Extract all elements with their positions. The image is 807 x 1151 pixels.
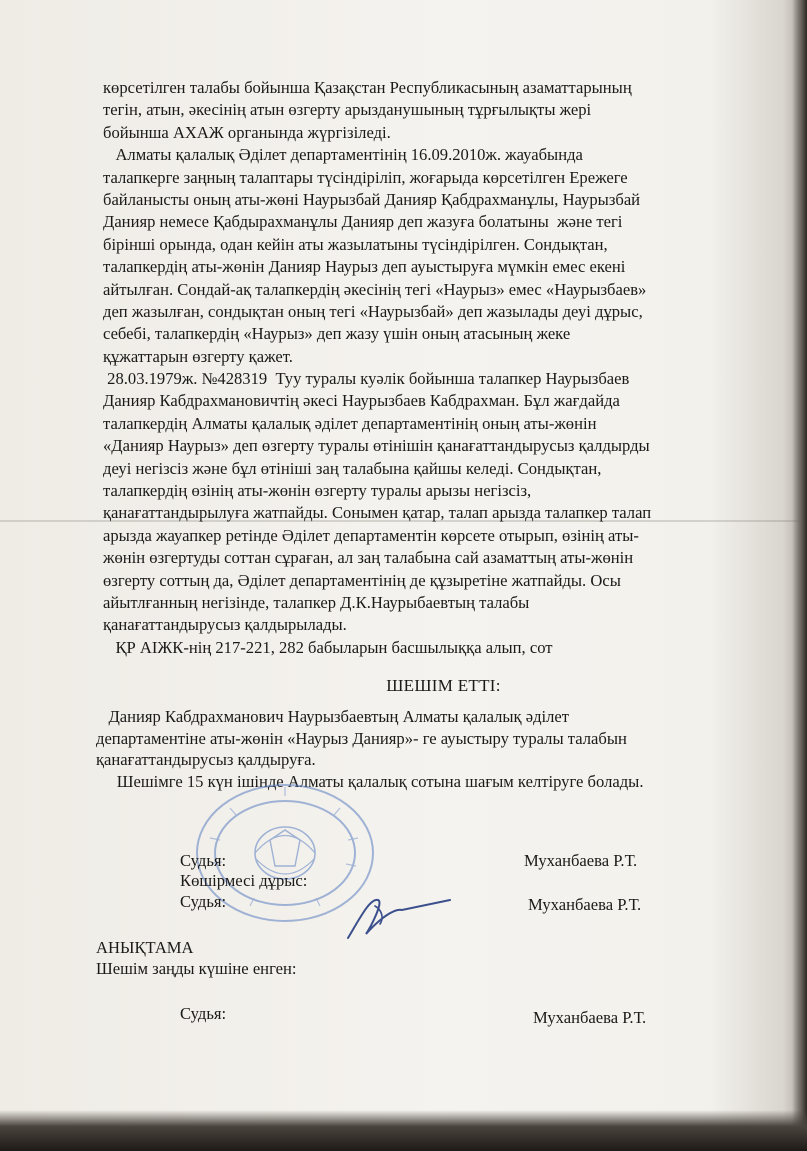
text-line: ҚР АІЖК-нің 217-221, 282 бабыларын басшылыққа алып, сот (103, 637, 553, 657)
scan-edge-right (792, 0, 807, 1151)
reference-title: АНЫҚТАМА (96, 938, 194, 957)
text-line: деуі негізсіз және бұл өтініші заң талабына қайшы келеді. Сондықтан, (103, 458, 602, 478)
text-line: қанағаттандырылуға жатпайды. Сонымен қатар, талап арызда талапкер талап (103, 503, 652, 523)
text-line: құжаттарын өзгерту қажет. (103, 346, 293, 366)
resolution-line: қанағаттандырусыз қалдыруға. (96, 750, 316, 770)
text-line: талапкердің өзінің аты-жөнін өзгерту туралы арызы негізсіз, (103, 481, 532, 501)
text-line: талапкерге заңның талаптары түсіндіріліп, жоғарыда көрсетілген Ережеге (103, 167, 628, 187)
decision-body-text (103, 77, 753, 659)
scan-edge-bottom (0, 1110, 807, 1151)
judge-label-3: Судья: (180, 1004, 227, 1023)
text-line: өзгерту соттың да, Әділет департаментінің де құзыретіне жатпайды. Осы (103, 570, 621, 590)
text-line: қанағаттандырусыз қалдырылады. (103, 615, 347, 635)
text-line: «Данияр Наурыз» деп өзгерту туралы өтінішін қанағаттандырусыз қалдырды (103, 436, 650, 456)
text-line: Данияр немесе Қабдырахманұлы Данияр деп жазуға болатыны және тегі (103, 212, 623, 232)
copy-certified-label: Көшірмесі дұрыс: (180, 871, 308, 890)
judge-name-2: Муханбаева Р.Т. (528, 895, 642, 914)
reference-text: Шешім заңды күшіне енген: (96, 959, 297, 978)
text-line: Алматы қалалық Әділет департаментінің 16.09.2010ж. жауабында (103, 145, 583, 165)
text-line: тегін, атын, әкесінің атын өзгерту арызданушының тұрғылықты жері (103, 100, 592, 120)
judge-name-3: Муханбаева Р.Т. (533, 1008, 647, 1027)
text-line: айытлғанның негізінде, талапкер Д.К.Наурыбаевтың талабы (103, 592, 530, 612)
text-line: себебі, талапкердің «Наурыз» деп жазу үшін оның атасының жеке (103, 324, 571, 344)
resolution-line: департаментіне аты-жөнін «Наурыз Данияр»- ге ауыстыру туралы талабын (96, 728, 627, 748)
text-line: 28.03.1979ж. №428319 Туу туралы куәлік бойынша талапкер Наурызбаев (103, 369, 630, 389)
judge-label-2: Судья: (180, 892, 227, 911)
text-line: талапкердің аты-жөнін Данияр Наурыз деп ауыстыруға мүмкін емес екені (103, 257, 626, 277)
text-line: арызда жауапкер ретінде Әділет департаментін көрсете отырып, өзінің аты- (103, 525, 639, 545)
judge-label-1: Судья: (180, 851, 227, 870)
text-line: бойынша АХАЖ органында жүргізіледі. (103, 122, 391, 142)
text-line: талапкердің Алматы қалалық әділет департаментінің оның аты-жөнін (103, 413, 597, 433)
text-line: Данияр Кабдрахмановичтің әкесі Наурызбаев Кабдрахман. Бұл жағдайда (103, 391, 620, 411)
text-line: айтылған. Сондай-ақ талапкердің әкесінің тегі «Наурыз» емес «Наурызбаев» (103, 279, 647, 299)
text-line: деп жазылған, сондықтан оның тегі «Наурызбай» деп жазылады деуі дұрыс, (103, 301, 643, 321)
decision-heading: ШЕШІМ ЕТТІ: (386, 676, 501, 695)
text-line: бірінші орында, одан кейін аты жазылатыны түсіндірілген. Сондықтан, (103, 234, 608, 254)
text-line: көрсетілген талабы бойынша Қазақстан Республикасының азаматтарының (103, 78, 632, 97)
resolution-line: Данияр Кабдрахманович Наурызбаевтың Алматы қалалық әділет (96, 707, 570, 726)
text-line: жөнін өзгертуды соттан сұраған, ал заң талабына сай азаматтың аты-жөнін (103, 548, 634, 568)
text-line: байланысты оның аты-жөні Наурызбай Данияр Қабдрахманұлы, Наурызбай (103, 189, 641, 209)
judge-name-1: Муханбаева Р.Т. (524, 851, 638, 870)
handwritten-signature-icon (340, 888, 460, 948)
resolution-line: Шешімге 15 күн ішінде Алматы қалалық сотына шағым келтіруге болады. (96, 771, 644, 791)
